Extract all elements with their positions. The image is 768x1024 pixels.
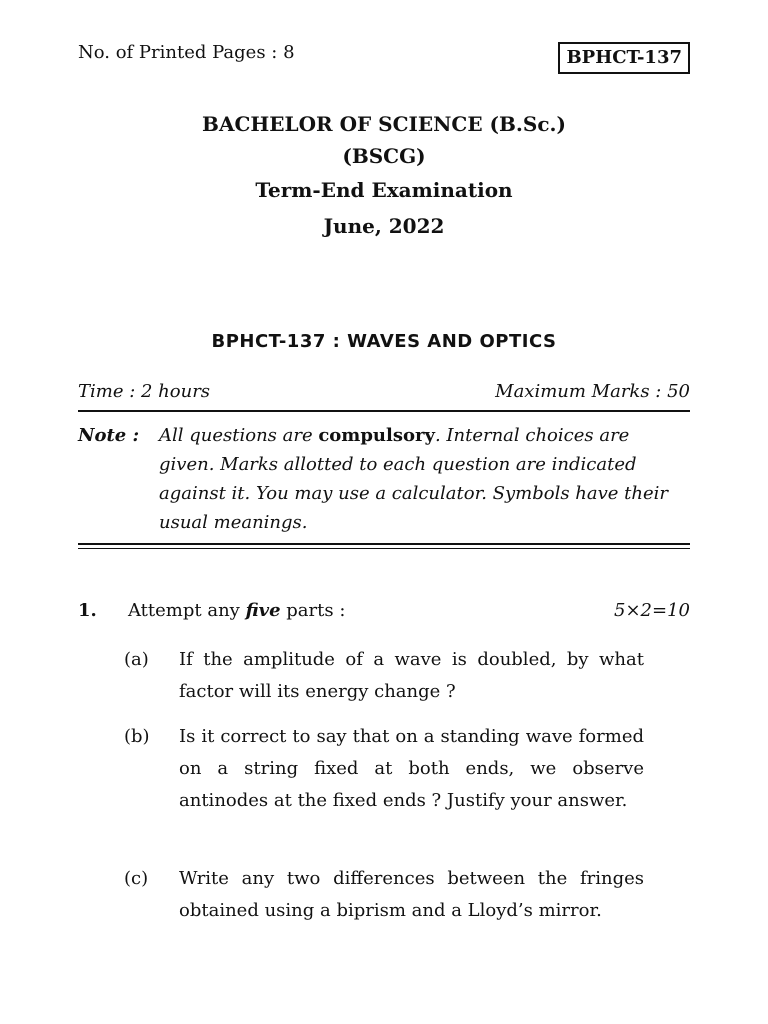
double-rule-top: [78, 543, 690, 545]
part-text: Is it correct to say that on a standing wave formed on a string fixed at both ends, we observe antinodes at the fixed ends ? Justify your answer.: [179, 726, 644, 811]
time-allowed: Time : 2 hours: [78, 381, 211, 402]
question-part-b: [124, 721, 644, 817]
question-part-a: [124, 644, 644, 708]
printed-pages: No. of Printed Pages : 8: [78, 42, 295, 63]
question-1: [78, 600, 690, 621]
degree-title: BACHELOR OF SCIENCE (B.Sc.): [202, 112, 566, 136]
question-marks: 5×2=10: [614, 600, 690, 621]
course-title: BPHCT-137 : WAVES AND OPTICS: [211, 331, 557, 352]
note-text: All questions are compulsory. Internal choices are given. Marks allotted to each question are indicated against it. You may use a calculator. Symbols have their usual meanings.: [159, 425, 669, 533]
part-label: (a): [124, 649, 149, 670]
programme-code: (BSCG): [342, 144, 426, 168]
part-label: (c): [124, 868, 149, 889]
note-label: Note :: [78, 425, 140, 446]
part-text: If the amplitude of a wave is doubled, by what factor will its energy change ?: [179, 649, 644, 702]
part-text: Write any two differences between the fringes obtained using a biprism and a Lloyd’s mirror.: [179, 868, 644, 921]
part-label: (b): [124, 726, 150, 747]
exam-title: Term-End Examination: [255, 178, 513, 202]
exam-date: June, 2022: [323, 214, 445, 238]
maximum-marks: Maximum Marks : 50: [495, 381, 690, 402]
question-part-c: [124, 863, 644, 927]
instructions-note: [78, 421, 690, 537]
divider-line: [78, 410, 690, 412]
paper-code-box: BPHCT-137: [558, 42, 690, 74]
stem-emphasis: five: [245, 600, 281, 621]
time-marks-row: [78, 381, 690, 402]
question-stem: Attempt any five parts :: [128, 600, 346, 621]
note-emphasis: compulsory: [318, 425, 435, 446]
question-number: 1.: [78, 600, 97, 621]
double-rule-bottom: [78, 548, 690, 549]
